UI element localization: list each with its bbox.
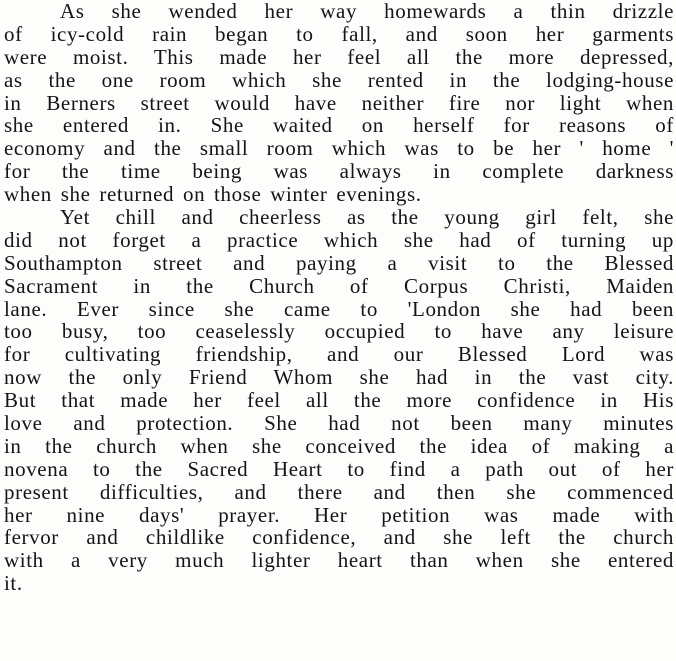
article-text-column (4, 0, 674, 595)
text-line: when she returned on those winter evenings. (4, 182, 422, 207)
text-line: it. (4, 571, 23, 596)
text-line: Yet chill and cheerless as the young girl felt, she (60, 205, 674, 230)
text-line: for cultivating friendship, and our Blessed Lord was (4, 342, 674, 367)
text-line: lane. Ever since she came to 'London she had been (4, 296, 674, 321)
text-line: present difficulties, and there and then she commenced (4, 479, 674, 504)
text-line: fervor and childlike confidence, and she left the church (4, 525, 674, 550)
text-line: But that made her feel all the more confidence in His (4, 388, 674, 413)
text-line: in the church when she conceived the idea of making a (4, 433, 674, 458)
text-line: Sacrament in the Church of Corpus Christi, Maiden (4, 273, 674, 298)
text-line: she entered in. She waited on herself for reasons of (4, 113, 674, 138)
paragraph-2 (4, 206, 674, 595)
text-line: did not forget a practice which she had of turning up (4, 227, 674, 252)
text-line: now the only Friend Whom she had in the vast city. (4, 365, 674, 390)
text-line: were moist. This made her feel all the more depressed, (4, 44, 674, 69)
text-line: as the one room which she rented in the lodging-house (4, 67, 674, 92)
text-line: love and protection. She had not been many minutes (4, 411, 674, 436)
text-line: her nine days' prayer. Her petition was made with (4, 502, 674, 527)
text-line: of icy-cold rain began to fall, and soon her garments (4, 21, 674, 46)
text-line: for the time being was always in complete darkness (4, 159, 674, 184)
text-line: As she wended her way homewards a thin drizzle (60, 0, 674, 23)
paragraph-1 (4, 0, 674, 206)
text-line: Southampton street and paying a visit to the Blessed (4, 250, 674, 275)
text-line: novena to the Sacred Heart to find a path out of her (4, 456, 674, 481)
text-line: in Berners street would have neither fire nor light when (4, 90, 674, 115)
text-line: economy and the small room which was to be her ' home ' (4, 136, 674, 161)
text-line: with a very much lighter heart than when she entered (4, 548, 674, 573)
text-line: too busy, too ceaselessly occupied to have any leisure (4, 319, 674, 344)
